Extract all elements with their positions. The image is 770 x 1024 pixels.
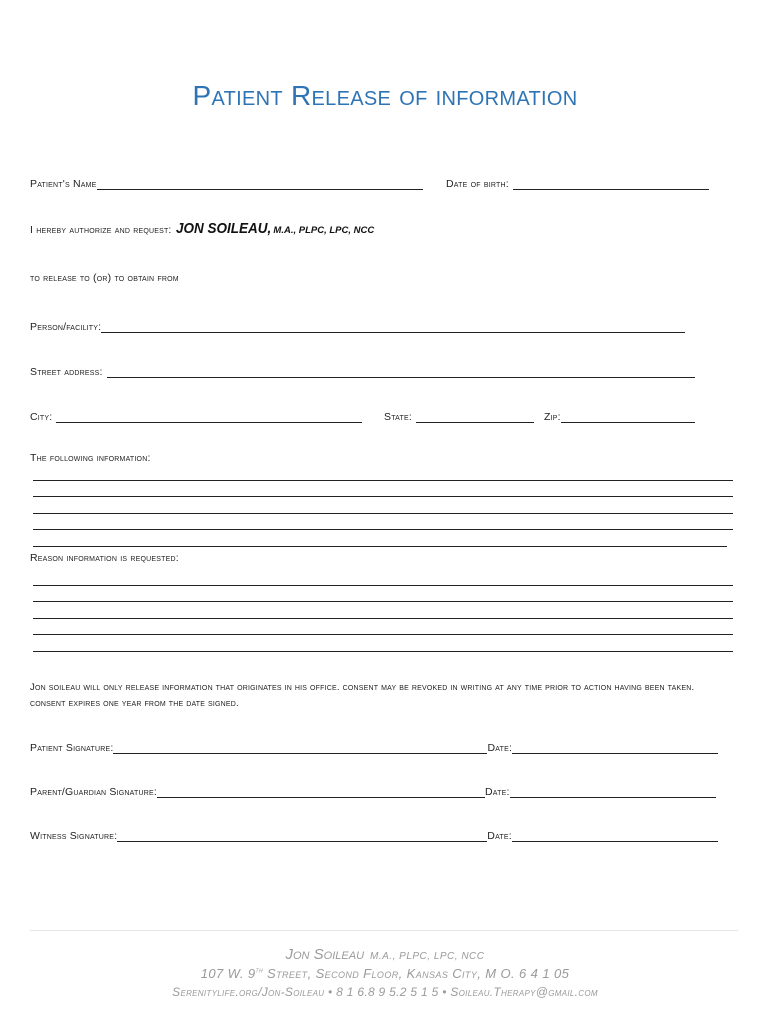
patient-date-label: Date: — [487, 742, 513, 754]
street-field[interactable] — [107, 365, 695, 378]
reason-field[interactable] — [33, 569, 733, 652]
guardian-signature-row — [30, 782, 716, 798]
guardian-signature-label: Parent/Guardian Signature: — [30, 786, 158, 798]
following-info-line[interactable] — [33, 481, 733, 498]
patient-signature-label: Patient Signature: — [30, 742, 114, 754]
state-label: State: — [384, 411, 412, 423]
footer-name-line — [0, 946, 770, 963]
patient-signature-field[interactable] — [113, 741, 487, 754]
reason-line[interactable] — [33, 602, 733, 619]
city-field[interactable] — [56, 410, 362, 423]
guardian-signature-field[interactable] — [157, 785, 485, 798]
release-direction-label: to release to (or) to obtain from — [30, 272, 179, 284]
street-row — [30, 362, 695, 378]
witness-date-field[interactable] — [512, 829, 718, 842]
page-title: Patient Release of information — [192, 80, 578, 111]
dob-row — [446, 174, 709, 190]
state-row — [384, 407, 534, 423]
reason-line[interactable] — [33, 635, 733, 652]
reason-line[interactable] — [33, 619, 733, 636]
dob-label: Date of birth: — [446, 178, 509, 190]
footer-credentials: M.A., PLPC, LPC, NCC — [370, 951, 485, 962]
footer-address-start: 107 W. 9 — [200, 966, 256, 981]
footer-name: Jon Soileau — [285, 946, 365, 963]
patient-date-field[interactable] — [512, 741, 718, 754]
patient-name-field[interactable] — [97, 177, 423, 190]
consent-notice: Jon soileau will only release information that originates in his office. consent may be revoked in writing at any time prior to action having been taken. consent expires one year from the date signed. — [30, 682, 695, 709]
following-info-line[interactable] — [33, 530, 727, 547]
person-facility-field[interactable] — [101, 320, 685, 333]
city-row — [30, 407, 362, 423]
footer-contact: Serenitylife.org/Jon-Soileau • 8 1 6.8 9 5.2 5 1 5 • Soileau.Therapy@gmail.com — [172, 985, 598, 999]
authorized-provider-name: JON SOILEAU, — [175, 220, 271, 237]
footer-address-sup: th — [255, 967, 263, 975]
state-field[interactable] — [416, 410, 534, 423]
street-label: Street address: — [30, 366, 103, 378]
guardian-date-label: Date: — [485, 786, 510, 798]
reason-line[interactable] — [33, 586, 733, 603]
authorized-provider-credentials: M.A., PLPC, LPC, NCC — [273, 225, 375, 236]
guardian-date-field[interactable] — [510, 785, 716, 798]
reason-label: Reason information is requested: — [30, 552, 179, 564]
zip-row — [544, 407, 695, 423]
following-info-label: The following information: — [30, 452, 151, 464]
following-info-line[interactable] — [33, 497, 733, 514]
witness-signature-row — [30, 826, 718, 842]
witness-date-label: Date: — [487, 830, 512, 842]
zip-label: Zip: — [544, 411, 561, 423]
city-label: City: — [30, 411, 53, 423]
person-facility-row — [30, 317, 685, 333]
person-facility-label: Person/facility: — [30, 321, 102, 333]
patient-signature-row — [30, 738, 718, 754]
footer-divider — [30, 930, 738, 931]
reason-line[interactable] — [33, 569, 733, 586]
zip-field[interactable] — [561, 410, 695, 423]
following-info-line[interactable] — [33, 514, 733, 531]
patient-name-row — [30, 174, 423, 190]
footer-address-end: Street, Second Floor, Kansas City, M O. 6 4 1 05 — [262, 966, 570, 981]
authorize-row — [30, 220, 374, 237]
following-info-field[interactable] — [33, 464, 733, 547]
following-info-line[interactable] — [33, 464, 733, 481]
witness-signature-field[interactable] — [117, 829, 487, 842]
authorize-label: I hereby authorize and request: — [30, 224, 172, 236]
witness-signature-label: Witness Signature: — [30, 830, 118, 842]
footer-address — [0, 966, 770, 981]
patient-name-label: Patient's Name — [30, 178, 97, 190]
dob-field[interactable] — [513, 177, 709, 190]
